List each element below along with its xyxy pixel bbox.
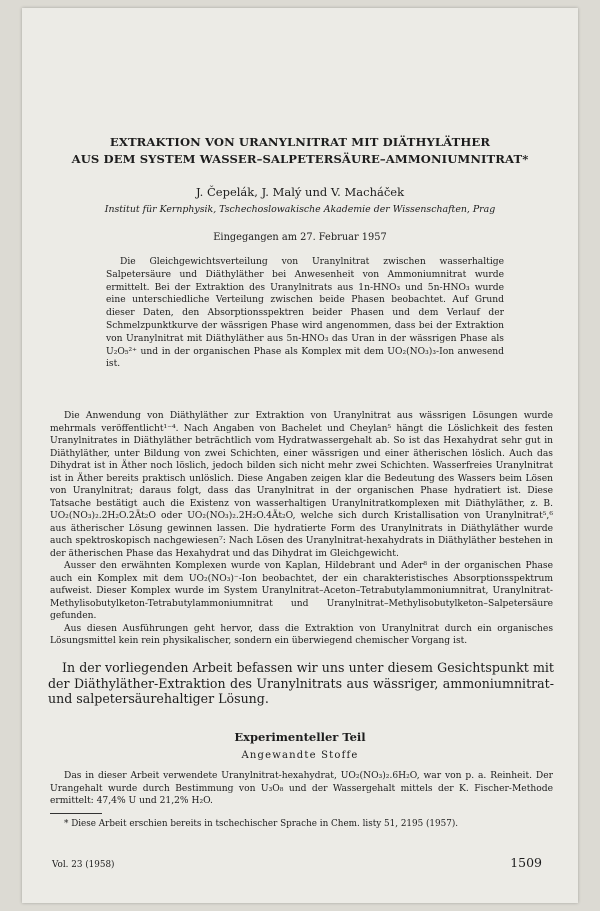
subsection-heading: Angewandte Stoffe — [241, 750, 359, 761]
abstract: Die Gleichgewichtsverteilung von Uranylnitrat zwischen wasserhaltige Salpetersäure und Diäthyläther bei Anwesenheit von Ammoniumnitrat wurde ermittelt. Bei der Extraktion des Uranylnitrats aus 1n-HNO₃ und 5n-HNO₃ wurde eine unterschiedliche Verteilung zwischen beide Phasen beobachtet. Auf Grund dieser Daten, den Absorptionsspektren beider Phasen und dem Verlauf der Schmelzpunktkurve der wässrigen Phase wird angenommen, dass bei der Extraktion von Uranylnitrat mit Diäthyläther aus 5n-HNO₃ das Uran in der wässrigen Phase als U₂O₅²⁺ und in der organischen Phase als Komplex mit dem UO₂(NO₃)₃-Ion anwesend ist. — [106, 257, 504, 370]
volume-label: Vol. 23 (1958) — [52, 860, 115, 870]
footnote: * Diese Arbeit erschien bereits in tschechischer Sprache in Chem. listy 51, 2195 (1957). — [64, 819, 459, 829]
introduction — [50, 410, 553, 648]
title-line-2: AUS DEM SYSTEM WASSER–SALPETERSÄURE–AMMONIUMNITRAT* — [71, 152, 529, 166]
title-line-1: EXTRAKTION VON URANYLNITRAT MIT DIÄTHYLÄTHER — [109, 135, 491, 149]
aim-paragraph: In der vorliegenden Arbeit befassen wir uns unter diesem Gesichtspunkt mit der Diäthyläther-Extraktion des Uranylnitrats aus wässriger, ammoniumnitrat- und salpetersäurehaltiger Lösung. — [48, 660, 554, 706]
paragraph-1: Die Anwendung von Diäthyläther zur Extraktion von Uranylnitrat aus wässrigen Lösungen wurde mehrmals veröffentlicht¹⁻⁴. Nach Angaben von Bachelet und Cheylan⁵ hängt die Löslichkeit des festen Uranylnitrates in Diäthyläther beträchtlich vom Hydratwassergehalt ab. So ist das Hexahydrat sehr gut in Diäthyläther, unter Bildung von zwei Schichten, einer wässrigen und einer ätherischen löslich. Auch das Dihydrat ist in Äther noch löslich, jedoch bilden sich nicht mehr zwei Schichten. Wasserfreies Uranylnitrat ist in Äther bereits praktisch unlöslich. Diese Angaben zeigen klar die Bedeutung des Wassers beim Lösen von Uranylnitrat; daraus folgt, dass das Uranylnitrat in der organischen Phase hydratiert ist. Diese Tatsache bestätigt auch die Existenz von wasserhaltigen Uranylnitratkomplexen mit Diäthyläther, z. B. UO₂(NO₃)₂.2H₂O.2Ät₂O oder UO₂(NO₃)₂.2H₂O.4Ät₂O, welche sich durch Kristallisation von Uranylnitrat⁵,⁶ aus ätherischer Lösung gewinnen lassen. Die hydratierte Form des Uranylnitrats in Diäthyläther wurde auch spektroskopisch nachgewiesen⁷: Nach Lösen des Uranylnitrat-hexahydrats in Diäthyläther bestehen in der ätherischen Phase das Hexahydrat und das Dihydrat im Gleichgewicht. — [50, 411, 553, 559]
journal-page — [22, 8, 578, 903]
section-heading: Experimenteller Teil — [234, 730, 366, 744]
article-title — [52, 134, 548, 168]
materials-paragraph: Das in dieser Arbeit verwendete Uranylnitrat-hexahydrat, UO₂(NO₃)₂.6H₂O, war von p. a. Reinheit. Der Urangehalt wurde durch Bestimmung von U₃O₈ und der Wassergehalt mittels der K. Fischer-Methode ermittelt: 47,4% U und 21,2% H₂O. — [50, 771, 553, 806]
received-date: Eingegangen am 27. Februar 1957 — [213, 232, 387, 243]
authors: J. Čepelák, J. Malý und V. Macháček — [195, 185, 405, 199]
paragraph-3: Aus diesen Ausführungen geht hervor, dass die Extraktion von Uranylnitrat durch ein organisches Lösungsmittel kein rein physikalischer, sondern ein überwiegend chemischer Vorgang ist. — [50, 623, 553, 646]
footnote-rule — [50, 813, 102, 814]
paragraph-2: Ausser den erwähnten Komplexen wurde von Kaplan, Hildebrant und Ader⁸ in der organischen Phase auch ein Komplex mit dem UO₂(NO₃)⁻-Ion beobachtet, der ein charakteristisches Absorptionsspektrum aufweist. Dieser Komplex wurde im System Uranylnitrat–Aceton–Tetrabutylammoniumnitrat, Uranylnitrat-Methylisobutylketon-Tetrabutylammoniumnitrat und Uranylnitrat–Methylisobutylketon–Salpetersäure gefunden. — [50, 561, 553, 621]
page-number: 1509 — [510, 855, 542, 870]
affiliation: Institut für Kernphysik, Tschechoslowakische Akademie der Wissenschaften, Prag — [104, 204, 496, 215]
